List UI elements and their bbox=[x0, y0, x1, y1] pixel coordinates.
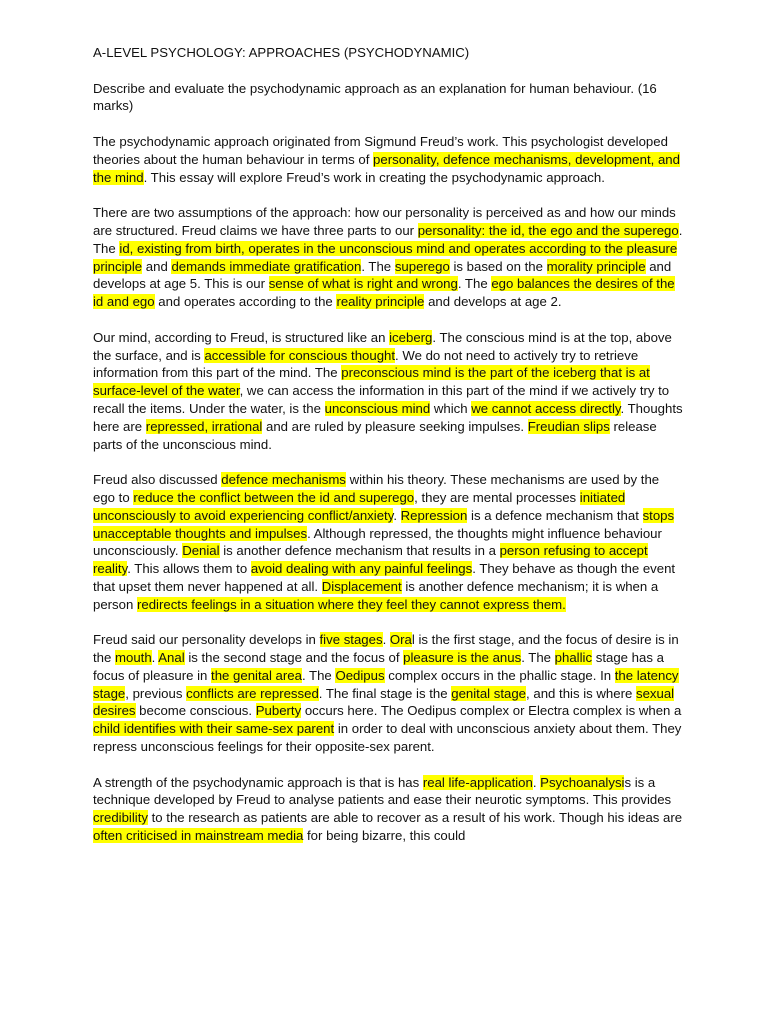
highlighted-text: superego bbox=[394, 258, 450, 274]
highlighted-text: demands immediate gratification bbox=[171, 258, 362, 274]
paragraph-text: release parts of the unconscious mind. bbox=[93, 418, 657, 452]
highlighted-text: Repression bbox=[400, 507, 468, 523]
paragraph-text: and operates according to the bbox=[154, 294, 337, 310]
highlighted-text: avoid dealing with any painful feelings bbox=[250, 561, 473, 577]
highlighted-text: often criticised in mainstream media bbox=[93, 828, 304, 844]
highlighted-text: id, existing from birth, operates in the unconscious mind and operates according to the pleasure principle bbox=[93, 240, 678, 274]
paragraph-text: . We do not need to actively try to retrieve information from this part of the mind. The bbox=[93, 347, 639, 381]
highlighted-text: conflicts are repressed bbox=[186, 685, 319, 701]
document-page bbox=[93, 44, 683, 863]
paragraph-text: The psychodynamic approach originated from Sigmund Freud’s work. This psychologist developed theories about the human behaviour in terms of bbox=[93, 133, 668, 167]
highlighted-text: repressed, irrational bbox=[145, 418, 263, 434]
paragraph-text: l is the first stage, and the focus of desire is in the bbox=[93, 632, 679, 666]
paragraph-text: , previous bbox=[125, 685, 187, 701]
highlighted-text: unconscious mind bbox=[324, 400, 431, 416]
paragraph-text: Freud also discussed bbox=[93, 472, 222, 488]
paragraph-text: is a defence mechanism that bbox=[467, 507, 643, 523]
paragraph-text: , we can access the information in this part of the mind if we actively try to recall the items. Under the water, is the bbox=[93, 383, 670, 416]
paragraph-text: is another defence mechanism; it is when a person bbox=[93, 578, 659, 612]
paragraph-text: is based on the bbox=[449, 258, 547, 274]
highlighted-text: Displacement bbox=[321, 578, 402, 594]
paragraph-text: s is a technique developed by Freud to analyse patients and ease their neurotic symptoms. This provides bbox=[93, 774, 672, 808]
highlighted-text: Psychoanalysi bbox=[540, 774, 625, 790]
highlighted-text: sexual desires bbox=[93, 685, 675, 719]
paragraph-text: . bbox=[151, 650, 159, 666]
highlighted-text: Anal bbox=[158, 650, 185, 666]
essay-body bbox=[93, 133, 683, 845]
highlighted-text: sense of what is right and wrong bbox=[268, 276, 458, 292]
highlighted-text: five stages bbox=[319, 632, 383, 648]
paragraph-text: occurs here. The Oedipus complex or Electra complex is when a bbox=[301, 703, 682, 719]
paragraph-text: . The bbox=[361, 258, 395, 274]
paragraph-text: . The bbox=[521, 650, 555, 666]
highlighted-text: accessible for conscious thought bbox=[204, 347, 396, 363]
paragraph-text: in order to deal with unconscious anxiety about them. They repress unconscious feelings for their opposite-sex parent. bbox=[93, 721, 682, 755]
highlighted-text: Freudian slips bbox=[527, 418, 610, 434]
paragraph-text: There are two assumptions of the approach: how our personality is perceived as and how our minds are structured. Freud claims we have three parts to our bbox=[93, 205, 676, 238]
highlighted-text: stops unacceptable thoughts and impulses bbox=[93, 507, 675, 541]
essay-paragraph bbox=[93, 204, 683, 311]
highlighted-text: Puberty bbox=[255, 703, 302, 719]
highlighted-text: the genital area bbox=[211, 667, 302, 683]
paragraph-text: . This allows them to bbox=[127, 561, 251, 577]
paragraph-text: . The bbox=[301, 667, 336, 683]
highlighted-text: iceberg bbox=[389, 329, 433, 345]
highlighted-text: ego balances the desires of the id and ego bbox=[93, 276, 675, 310]
paragraph-text: . The conscious mind is at the top, above the surface, and is bbox=[93, 329, 672, 363]
highlighted-text: reality principle bbox=[336, 294, 425, 310]
highlighted-text: phallic bbox=[554, 650, 593, 666]
paragraph-text: . This essay will explore Freud’s work in creating the psychodynamic approach. bbox=[143, 169, 605, 185]
essay-question: Describe and evaluate the psychodynamic approach as an explanation for human behaviour. (16 marks) bbox=[93, 80, 657, 114]
highlighted-text: real life-application bbox=[422, 774, 533, 790]
paragraph-text: . Although repressed, the thoughts might influence behaviour unconsciously. bbox=[93, 525, 662, 559]
paragraph-text: which bbox=[430, 400, 472, 416]
highlighted-text: mouth bbox=[115, 650, 152, 666]
highlighted-text: personality, defence mechanisms, development, and the mind bbox=[93, 151, 680, 185]
paragraph-text: Our mind, according to Freud, is structured like an bbox=[93, 329, 390, 345]
highlighted-text: person refusing to accept reality bbox=[93, 543, 648, 577]
paragraph-text: stage has a focus of pleasure in bbox=[93, 650, 664, 683]
paragraph-text: is another defence mechanism that results in a bbox=[219, 543, 500, 559]
paragraph-text: . bbox=[393, 507, 401, 523]
highlighted-text: we cannot access directly bbox=[471, 400, 621, 416]
paragraph-text: Freud said our personality develops in bbox=[93, 632, 320, 648]
paragraph-text: within his theory. These mechanisms are used by the ego to bbox=[93, 472, 660, 505]
highlighted-text: Ora bbox=[389, 632, 412, 648]
paragraph-text: and bbox=[142, 258, 172, 274]
paragraph-text: A strength of the psychodynamic approach is that is has bbox=[93, 774, 423, 790]
highlighted-text: genital stage bbox=[451, 685, 527, 701]
highlighted-text: pleasure is the anus bbox=[403, 650, 522, 666]
paragraph-text: . Thoughts here are bbox=[93, 400, 683, 434]
paragraph-text: is the second stage and the focus of bbox=[184, 650, 404, 666]
highlighted-text: preconscious mind is the part of the iceberg that is at surface-level of the water bbox=[93, 365, 650, 399]
highlighted-text: Oedipus bbox=[335, 667, 385, 683]
paragraph-text: , they are mental processes bbox=[414, 489, 580, 505]
paragraph-text: . The bbox=[93, 222, 683, 256]
paragraph-text: and develops at age 5. This is our bbox=[93, 258, 672, 292]
paragraph-text: become conscious. bbox=[135, 703, 256, 719]
highlighted-text: credibility bbox=[93, 810, 148, 826]
highlighted-text: child identifies with their same-sex parent bbox=[93, 721, 335, 737]
highlighted-text: redirects feelings in a situation where they feel they cannot express them. bbox=[137, 596, 566, 612]
paragraph-text: for being bizarre, this could bbox=[303, 828, 466, 844]
paragraph-text: . They behave as though the event that upset them never happened at all. bbox=[93, 561, 676, 594]
highlighted-text: initiated unconsciously to avoid experiencing conflict/anxiety bbox=[93, 489, 626, 523]
paragraph-text: to the research as patients are able to recover as a result of his work. Though his ideas are bbox=[147, 810, 683, 826]
paragraph-text: . bbox=[382, 632, 390, 648]
highlighted-text: Denial bbox=[182, 543, 220, 559]
essay-paragraph bbox=[93, 631, 683, 756]
highlighted-text: the latency stage bbox=[93, 667, 679, 701]
paragraph-text: , and this is where bbox=[526, 685, 636, 701]
paragraph-text: and develops at age 2. bbox=[424, 294, 562, 310]
paragraph-text: complex occurs in the phallic stage. In bbox=[384, 667, 615, 683]
essay-paragraph bbox=[93, 133, 683, 186]
document-title: A-LEVEL PSYCHOLOGY: APPROACHES (PSYCHODYNAMIC) bbox=[93, 45, 470, 60]
highlighted-text: defence mechanisms bbox=[221, 472, 346, 488]
paragraph-text: . The bbox=[457, 276, 492, 292]
highlighted-text: reduce the conflict between the id and superego bbox=[133, 489, 415, 505]
highlighted-text: morality principle bbox=[546, 258, 646, 274]
paragraph-text: . The final stage is the bbox=[318, 685, 452, 701]
essay-paragraph bbox=[93, 471, 683, 613]
highlighted-text: personality: the id, the ego and the superego bbox=[417, 222, 679, 238]
essay-paragraph bbox=[93, 329, 683, 454]
paragraph-text: . bbox=[532, 774, 541, 790]
paragraph-text: and are ruled by pleasure seeking impulses. bbox=[262, 418, 528, 434]
essay-paragraph bbox=[93, 774, 683, 845]
